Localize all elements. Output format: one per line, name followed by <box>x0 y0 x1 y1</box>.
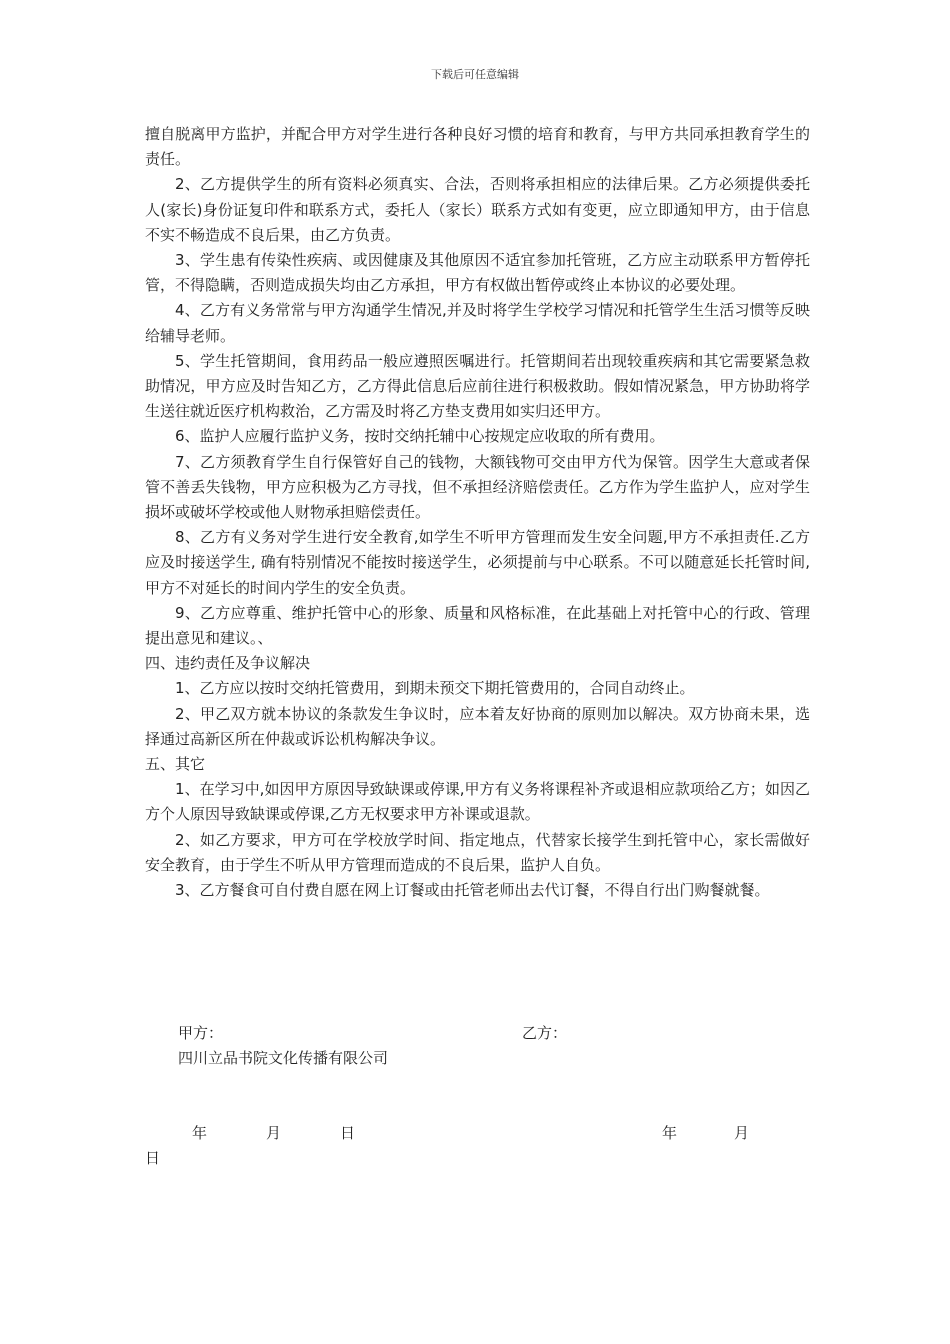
party-a-company: 四川立品书院文化传播有限公司 <box>178 1049 389 1067</box>
party-a-day-label: 日 <box>340 1124 356 1142</box>
section-heading: 四、违约责任及争议解决 <box>145 654 311 673</box>
paragraph: 2、如乙方要求，甲方可在学校放学时间、指定地点，代替家长接学生到托管中心，家长需做好安全教育，由于学生不听从甲方管理而造成的不良后果，监护人自负。 <box>145 830 810 874</box>
party-a-year-label: 年 <box>192 1124 208 1142</box>
paragraph: 6、监护人应履行监护义务，按时交纳托辅中心按规定应收取的所有费用。 <box>175 427 665 446</box>
paragraph: 5、学生托管期间，食用药品一般应遵照医嘱进行。托管期间若出现较重疾病和其它需要紧急救助情况，甲方应及时告知乙方，乙方得此信息后应前往进行积极救助。假如情况紧急，甲方协助将学生送往就近医疗机构救治，乙方需及时将乙方垫支费用如实归还甲方。 <box>145 351 810 421</box>
page-header: 下载后可任意编辑 <box>431 68 519 81</box>
paragraph: 2、乙方提供学生的所有资料必须真实、合法，否则将承担相应的法律后果。乙方必须提供委托人(家长)身份证复印件和联系方式，委托人（家长）联系方式如有变更，应立即通知甲方，由于信息不实不畅造成不良后果，由乙方负责。 <box>145 175 810 244</box>
party-b-day-label: 日 <box>145 1149 161 1167</box>
paragraph: 8、乙方有义务对学生进行安全教育,如学生不听甲方管理而发生安全问题,甲方不承担责任.乙方应及时接送学生, 确有特别情况不能按时接送学生，必须提前与中心联系。不可以随意延长托管时间,甲方不对延长的时间内学生的安全负责。 <box>145 528 810 597</box>
paragraph: 2、甲乙双方就本协议的条款发生争议时，应本着友好协商的原则加以解决。双方协商未果，选择通过高新区所在仲裁或诉讼机构解决争议。 <box>145 704 810 748</box>
paragraph: 擅自脱离甲方监护，并配合甲方对学生进行各种良好习惯的培育和教育，与甲方共同承担教育学生的责任。 <box>145 125 810 169</box>
party-a-month-label: 月 <box>266 1124 282 1142</box>
party-b-year-label: 年 <box>662 1124 678 1142</box>
party-a-label: 甲方： <box>178 1024 224 1042</box>
party-b-label: 乙方： <box>522 1024 568 1042</box>
section-heading: 五、其它 <box>145 755 206 774</box>
paragraph: 7、乙方须教育学生自行保管好自己的钱物，大额钱物可交由甲方代为保管。因学生大意或者保管不善丢失钱物，甲方应积极为乙方寻找，但不承担经济赔偿责任。乙方作为学生监护人，应对学生损坏或破坏学校或他人财物承担赔偿责任。 <box>145 452 810 522</box>
paragraph: 9、乙方应尊重、维护托管中心的形象、质量和风格标准，在此基础上对托管中心的行政、管理提出意见和建议。、 <box>145 603 810 648</box>
paragraph: 4、乙方有义务常常与甲方沟通学生情况,并及时将学生学校学习情况和托管学生生活习惯等反映给辅导老师。 <box>145 301 810 345</box>
party-b-month-label: 月 <box>734 1124 750 1142</box>
paragraph: 1、乙方应以按时交纳托管费用，到期未预交下期托管费用的，合同自动终止。 <box>175 679 695 698</box>
document-body <box>145 122 810 903</box>
paragraph: 3、学生患有传染性疾病、或因健康及其他原因不适宜参加托管班，乙方应主动联系甲方暂停托管，不得隐瞒，否则造成损失均由乙方承担，甲方有权做出暂停或终止本协议的必要处理。 <box>145 251 810 295</box>
paragraph: 3、乙方餐食可自付费自愿在网上订餐或由托管老师出去代订餐，不得自行出门购餐就餐。 <box>175 881 770 900</box>
paragraph: 1、在学习中,如因甲方原因导致缺课或停课,甲方有义务将课程补齐或退相应款项给乙方；如因乙方个人原因导致缺课或停课,乙方无权要求甲方补课或退款。 <box>145 780 810 824</box>
